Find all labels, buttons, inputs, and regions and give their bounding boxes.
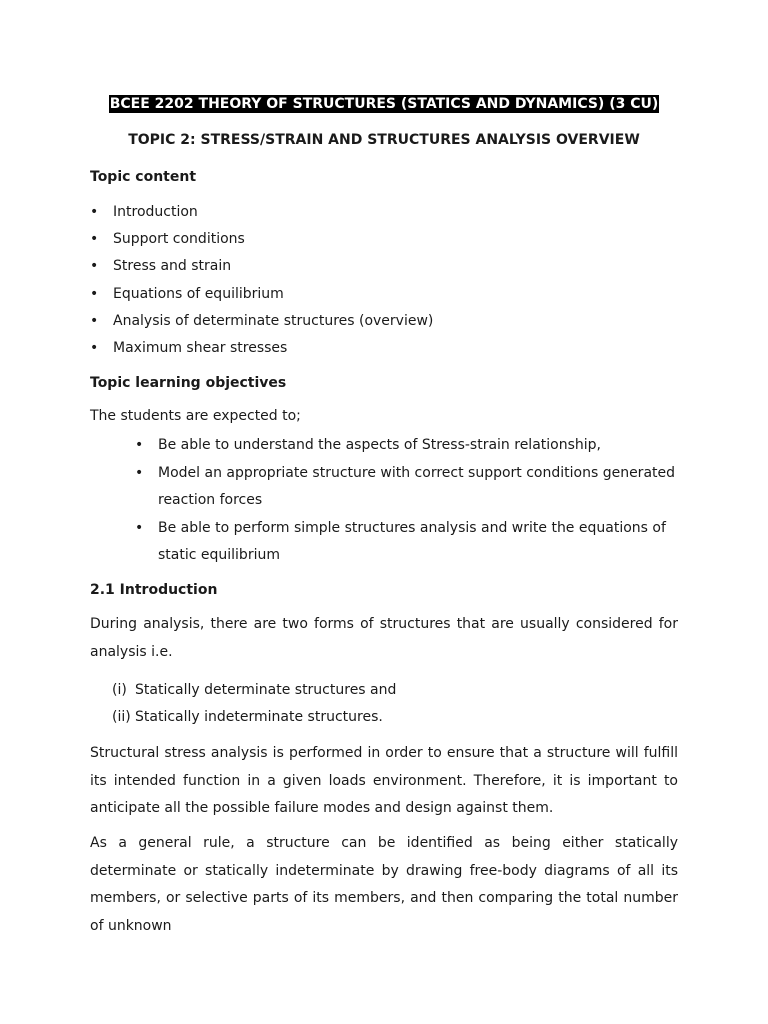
list-item: • Analysis of determinate structures (overview) [90,311,433,338]
list-number: (ii) [112,709,131,725]
list-text: Statically indeterminate structures. [135,709,383,725]
course-title-text: BCEE 2202 THEORY OF STRUCTURES (STATICS AND DYNAMICS) (3 CU) [109,96,659,112]
topic-title: TOPIC 2: STRESS/STRAIN AND STRUCTURES ANALYSIS OVERVIEW [128,132,640,148]
introduction-paragraph-2: Structural stress analysis is performed in order to ensure that a structure will fulfill its intended function in a given loads environment. Therefore, it is important to anticipate all the possible failure modes and design against them. [90,745,678,816]
objectives-heading: Topic learning objectives [90,375,287,391]
introduction-paragraph-3: As a general rule, a structure can be identified as being either statically determinate or statically indeterminate by drawing free-body diagrams of all its members, or selective parts of its members, and then comparing the total number of unknown [90,835,678,934]
structure-forms-list [112,680,396,734]
list-item [112,680,396,707]
list-item: • Introduction [90,202,433,229]
list-item: • Be able to perform simple structures analysis and write the equations of static equilibrium [135,515,695,569]
objectives-list [135,432,695,570]
introduction-heading: 2.1 Introduction [90,582,218,598]
objectives-intro: The students are expected to; [90,408,301,424]
topic-content-heading: Topic content [90,169,197,185]
list-item: • Support conditions [90,229,433,256]
list-text: Statically determinate structures and [135,682,397,698]
list-item: • Model an appropriate structure with correct support conditions generated reaction forces [135,460,695,514]
list-number: (i) [112,682,127,698]
list-item: • Maximum shear stresses [90,338,433,365]
list-item: • Stress and strain [90,256,433,283]
list-item: • Equations of equilibrium [90,284,433,311]
course-title [0,94,768,114]
list-item [112,707,396,734]
topic-content-list [90,202,433,365]
introduction-paragraph-1: During analysis, there are two forms of structures that are usually considered for analysis i.e. [90,616,678,660]
list-item: • Be able to understand the aspects of Stress-strain relationship, [135,432,695,459]
